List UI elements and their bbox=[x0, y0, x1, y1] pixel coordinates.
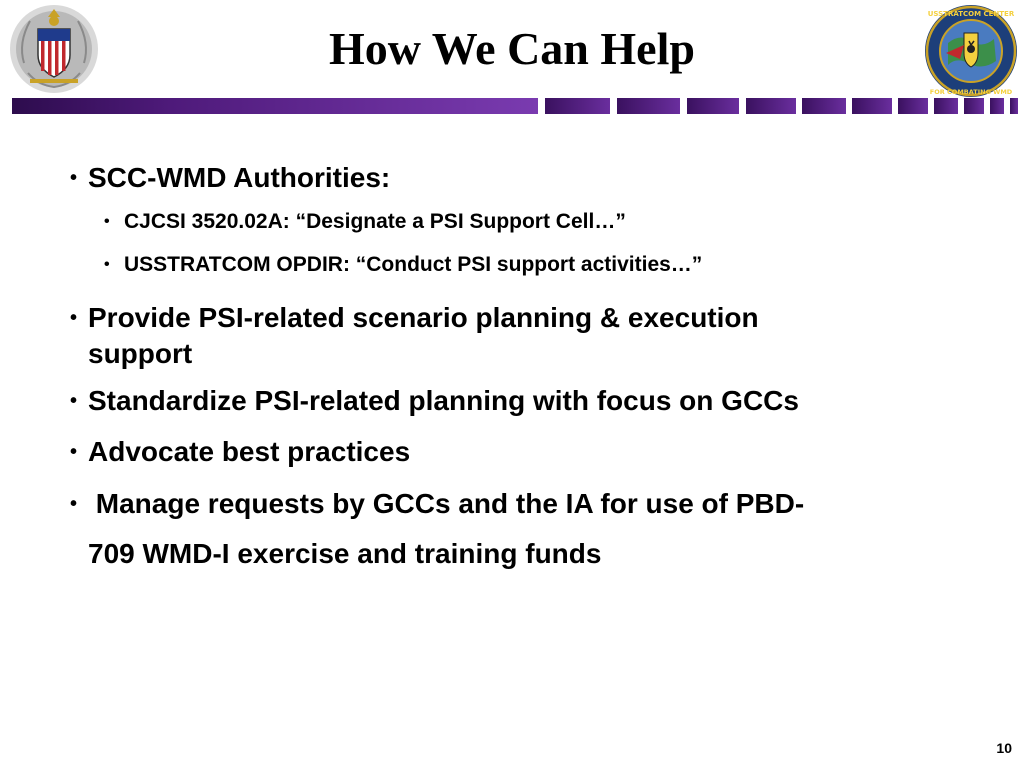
usstratcom-center-seal-icon bbox=[924, 3, 1018, 99]
accent-segment bbox=[934, 98, 958, 114]
seal-bottom-text: FOR COMBATING WMD bbox=[929, 88, 1013, 96]
bullet-text: support bbox=[88, 338, 193, 369]
page-number: 10 bbox=[996, 740, 1012, 756]
bullet-icon: • bbox=[70, 441, 78, 463]
accent-segment bbox=[802, 98, 846, 114]
bullet-icon: • bbox=[70, 167, 78, 189]
bullet-icon: • bbox=[104, 256, 110, 273]
bullet-text: Standardize PSI-related planning with focus on GCCs bbox=[88, 385, 799, 416]
accent-segment bbox=[545, 98, 610, 114]
accent-segment bbox=[617, 98, 680, 114]
bullet-icon: • bbox=[70, 493, 78, 515]
bullet-text: CJCSI 3520.02A: “Designate a PSI Support Cell…” bbox=[124, 210, 626, 233]
accent-segment bbox=[990, 98, 1004, 114]
bullet-text: 709 WMD-I exercise and training funds bbox=[88, 538, 602, 569]
accent-segment bbox=[964, 98, 984, 114]
accent-segment bbox=[687, 98, 739, 114]
bullet-text: SCC-WMD Authorities: bbox=[88, 162, 391, 193]
accent-segment bbox=[1010, 98, 1018, 114]
bullet-icon: • bbox=[104, 213, 110, 230]
bullet-text: Provide PSI-related scenario planning & execution bbox=[88, 302, 759, 333]
bullet-text: Advocate best practices bbox=[88, 436, 411, 467]
accent-segment bbox=[898, 98, 928, 114]
accent-segment bbox=[746, 98, 796, 114]
title-accent-bar bbox=[12, 98, 538, 114]
bullet-text: Manage requests by GCCs and the IA for use of PBD- bbox=[88, 488, 805, 519]
bullet-icon: • bbox=[70, 307, 78, 329]
bullet-text: USSTRATCOM OPDIR: “Conduct PSI support activities…” bbox=[124, 253, 703, 276]
accent-segment bbox=[852, 98, 892, 114]
bullet-icon: • bbox=[70, 390, 78, 412]
slide-title: How We Can Help bbox=[329, 23, 695, 74]
seal-top-text: USSTRATCOM CENTER bbox=[927, 10, 1015, 18]
